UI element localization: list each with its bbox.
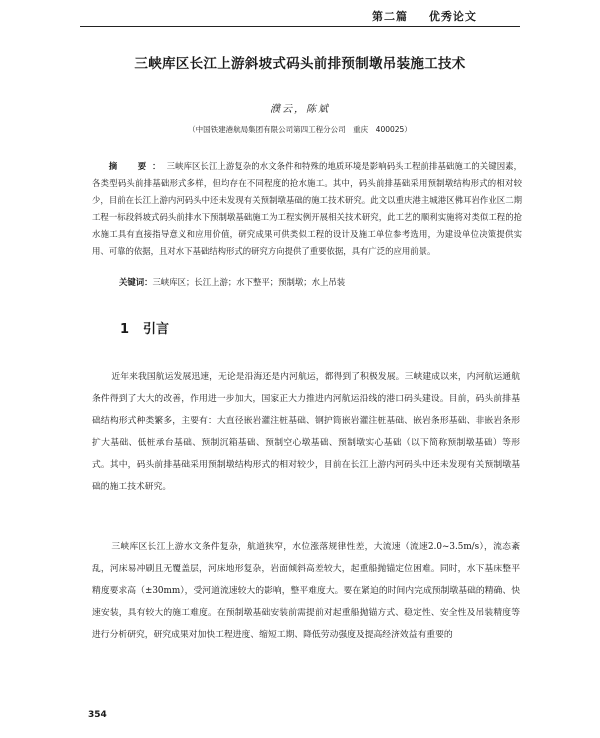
keywords-line [119,276,345,288]
article-title: 三峡库区长江上游斜坡式码头前排预制墩吊装施工技术 [134,56,466,72]
article-affiliation: （中国铁建港航局集团有限公司第四工程分公司 重庆 400025） [188,125,412,134]
running-header [372,8,477,24]
abstract-block [92,158,522,260]
body-paragraph-1 [92,366,520,498]
abstract-paragraph [92,158,522,260]
header-category: 优秀论文 [428,10,477,23]
keywords-label: 关键词： [119,277,153,287]
abstract-text: 三峡库区长江上游复杂的水文条件和特殊的地质环境是影响码头工程前排基础施工的关键因素，各类型码头前排基础形式多样，但均存在不同程度的抢水施工。其中，码头前排基础采用预制墩结构形式的相对较少，目前在长江上游内河码头中还未发现有关预制墩基础的施工技术研究。此文以重庆港主城港区佛耳岩作业区二期工程一标段斜坡式码头前排水下预制墩基础施工为工程实例开展相关技术研究，此工艺的顺利实施将对类似工程的抢水施工具有直接指导意义和应用价值，研究成果可供类似工程的设计及施工单位参考选用，为建设单位决策提供实用、可靠的依据，且对水下基础结构形式的研究方向提供了重要依据，具有广泛的应用前景。 [92,161,523,256]
article-authors: 濮云，陈斌 [270,104,330,115]
header-rule [80,26,520,27]
paragraph-text: 近年来我国航运发展迅速，无论是沿海还是内河航运，都得到了积极发展。三峡建成以来，内河航运通航条件得到了大大的改善，作用进一步加大，国家正大力推进内河航运沿线的港口码头建设。目前，码头前排基础结构形式种类繁多，主要有：大直径嵌岩灌注桩基础、钢护筒嵌岩灌注桩基础、嵌岩条形基础、非嵌岩条形扩大基础、低桩承台基础、预制沉箱基础、预制空心墩基础、预制墩实心基础（以下简称预制墩基础）等形式。其中，码头前排基础采用预制墩结构形式的相对较少，目前在长江上游内河码头中还未发现有关预制墩基础的施工技术研究。 [92,372,520,492]
section-number: 1 [120,322,130,337]
abstract-label: 摘 要： [108,161,167,171]
body-paragraph-2 [92,536,520,646]
section-heading [120,318,169,337]
page-number: 354 [88,710,107,720]
section-title: 引言 [143,322,170,337]
header-section: 第二篇 [372,10,408,23]
paragraph-text: 三峡库区长江上游水文条件复杂，航道狭窄，水位涨落规律性差，大流速（流速2.0~3.5m/s），流态紊乱，河床易冲刷且无覆盖层，河床地形复杂，岩面倾斜高差较大，起重船抛锚定位困难。同时，水下基床整平精度要求高（±30mm），受河道流速较大的影响，整平难度大。要在紧迫的时间内完成预制墩基础的精确、快速安装，具有较大的施工难度。在预制墩基础安装前需提前对起重船抛锚方式、稳定性、安全性及吊装精度等进行分析研究，研究成果对加快工程进度、缩短工期、降低劳动强度及提高经济效益有重要的 [92,542,520,640]
keywords-text: 三峡库区；长江上游；水下整平；预制墩；水上吊装 [152,277,346,287]
